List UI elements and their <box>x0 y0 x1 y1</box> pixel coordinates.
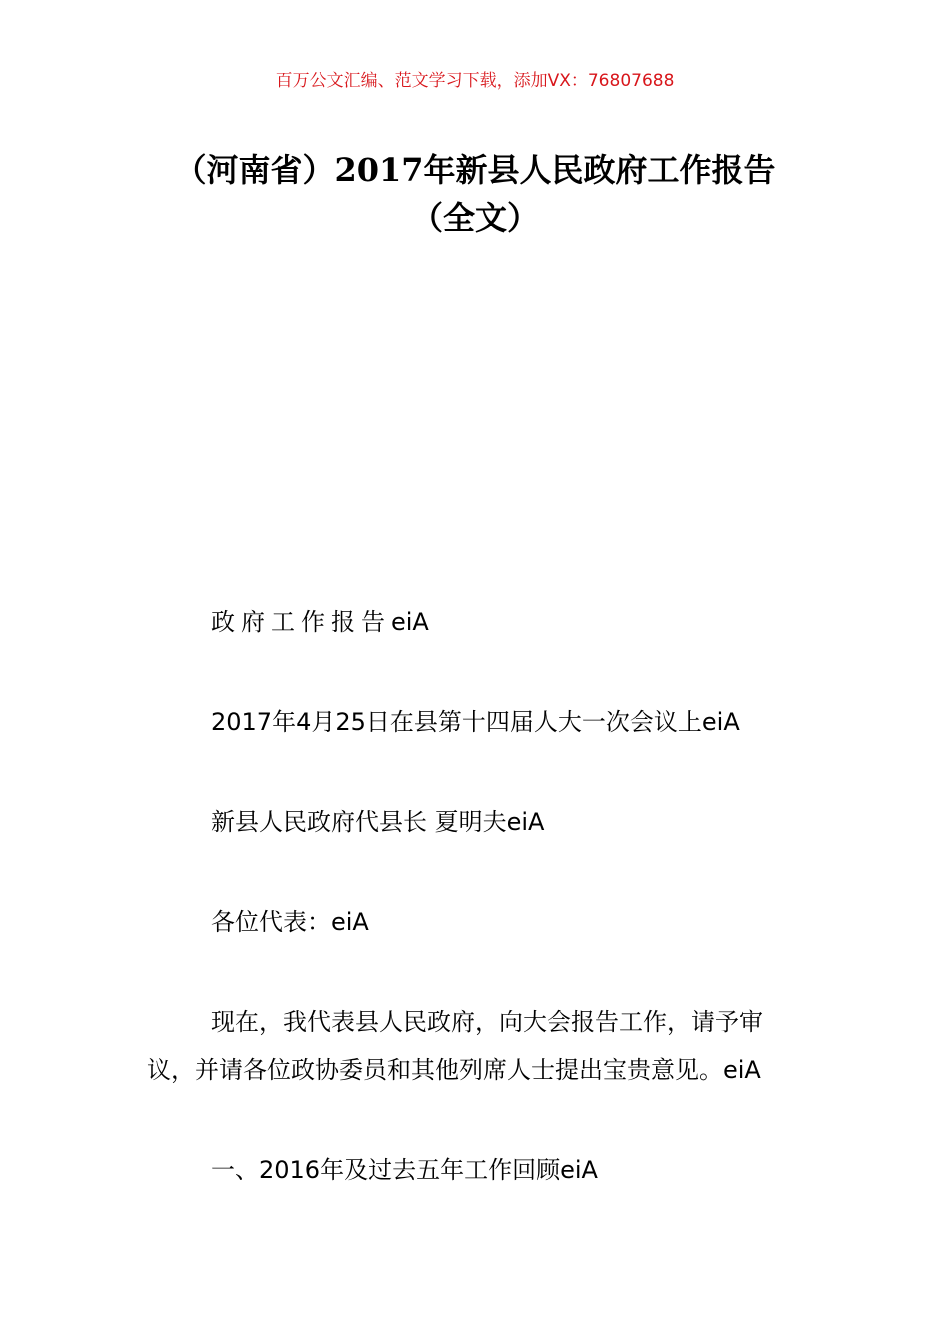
salutation: 各位代表：eiA <box>211 908 369 936</box>
report-heading-text: 政府工作报告 <box>211 608 391 636</box>
document-title <box>120 146 830 242</box>
date-line: 2017年4月25日在县第十四届人大一次会议上eiA <box>211 708 740 736</box>
section-heading-one: 一、2016年及过去五年工作回顾eiA <box>211 1156 598 1184</box>
speaker-line: 新县人民政府代县长 夏明夫eiA <box>211 808 545 836</box>
report-heading <box>147 598 807 646</box>
title-line-1: （河南省）2017年新县人民政府工作报告 <box>174 151 776 189</box>
report-heading-suffix: eiA <box>391 608 429 636</box>
header-note: 百万公文汇编、范文学习下载，添加VX：76807688 <box>275 71 675 91</box>
title-line-2: （全文） <box>410 199 539 237</box>
intro-paragraph: 现在，我代表县人民政府，向大会报告工作，请予审议，并请各位政协委员和其他列席人士提出宝贵意见。eiA <box>147 1008 763 1084</box>
